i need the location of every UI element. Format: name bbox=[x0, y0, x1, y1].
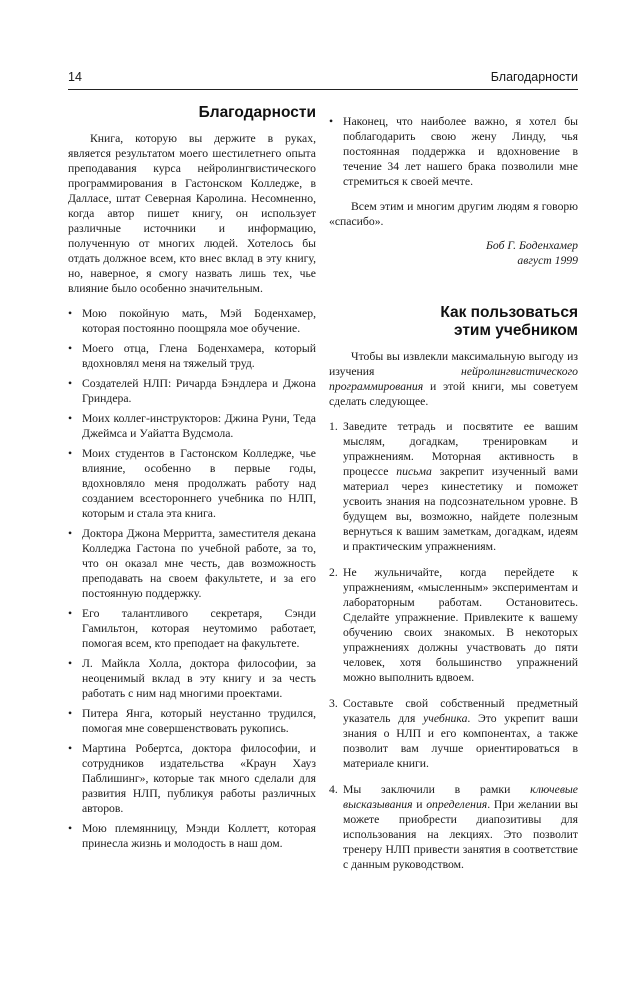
list-item: • Мою покойную мать, Мэй Боденхамер, которая постоянно поощряла мое обучение. bbox=[68, 307, 316, 335]
signature-date: август 1999 bbox=[517, 254, 578, 267]
bullet-icon: • bbox=[68, 342, 73, 355]
item-number: 4. bbox=[329, 783, 338, 796]
running-head bbox=[68, 70, 578, 84]
list-item: • Мою племянницу, Мэнди Коллетт, которая принесла жизнь и молодость в наш дом. bbox=[68, 822, 316, 850]
advice-list bbox=[329, 419, 578, 872]
list-item: 1. Заведите тетрадь и посвятите ее вашим мыслям, догадкам, тренировкам и упражнениям. Моторная активность в процессе письма закрепит изученный вами материал через кинестетику и поможет усвоить знания на подсознательном уровне. В будущем вы, возможно, найдете полезным вернуться к вашим заметкам, догадкам, идеям и практическим упражнениям. bbox=[329, 420, 578, 553]
list-item: • Мартина Робертса, доктора философии, и сотрудников издательства «Краун Хауз Паблишинг», которые так много сделали для развития НЛП, публикуя работы различных авторов. bbox=[68, 742, 316, 815]
item-number: 2. bbox=[329, 566, 338, 579]
bullet-icon: • bbox=[68, 447, 73, 460]
list-item: • Моих студентов в Гастонском Колледже, чье влияние, особенно в первые годы, вдохновляло меня продолжать работу над созданием всестороннего учебника по НЛП, которым и стала эта книга. bbox=[68, 447, 316, 520]
acknowledgement-list-continued bbox=[329, 114, 578, 189]
header-rule bbox=[68, 89, 578, 90]
right-column bbox=[329, 104, 578, 883]
acknowledgement-list bbox=[68, 306, 316, 851]
list-item: • Моего отца, Глена Боденхамера, который вдохновлял меня на тяжелый труд. bbox=[68, 342, 316, 370]
list-item: • Его талантливого секретаря, Сэнди Гамильтон, которая неутомимо работает, помогая всем, кто преподает на факультете. bbox=[68, 607, 316, 650]
bullet-icon: • bbox=[68, 607, 73, 620]
bullet-icon: • bbox=[68, 412, 73, 425]
list-item: • Моих коллег-инструкторов: Джина Руни, Теда Джеймса и Уайатта Вудсмола. bbox=[68, 412, 316, 440]
list-item: • Наконец, что наиболее важно, я хотел бы поблагодарить свою жену Линду, чья постоянная поддержка и вдохновение в течение 34 лет нашего брака позволили мне стремиться к своей мечте. bbox=[329, 115, 578, 188]
list-item: • Л. Майкла Холла, доктора философии, за неоценимый вклад в эту книгу и за честь работать с ним над многими проектами. bbox=[68, 657, 316, 700]
signature-name: Боб Г. Боденхамер bbox=[486, 239, 578, 252]
signature bbox=[329, 238, 578, 268]
intro-paragraph: Книга, которую вы держите в руках, является результатом моего шестилетнего опыта преподавания курса нейролингвистического программирования в Гастонском Колледже, в Далласе, штат Северная Каролина. Несомненно, когда автор пишет книгу, он использует различные источники и информацию, полученную от многих людей. Хотелось бы отдать должное всем, кто внес вклад в эту книгу, но, наверное, я смогу назвать лишь тех, чье влияние было особенно значительным. bbox=[68, 132, 316, 295]
left-column bbox=[68, 104, 316, 856]
bullet-icon: • bbox=[68, 377, 73, 390]
section-title-how-to-use: Как пользоваться этим учебником bbox=[440, 304, 578, 339]
bullet-icon: • bbox=[68, 657, 73, 670]
list-item: 2. Не жульничайте, когда перейдете к упражнениям, «мысленным» экспериментам и лабораторным работам. Остановитесь. Сделайте упражнение. Привлеките к вашему обучению своих знакомых. В некоторых упражнениях должны участвовать до пяти человек, хотя большинство упражнений можно выполнить вдвоем. bbox=[329, 566, 578, 684]
closing-paragraph: Всем этим и многим другим людям я говорю «спасибо». bbox=[329, 200, 578, 228]
list-item: 3. Составьте свой собственный предметный указатель для учебника. Это укрепит ваши знания о НЛП и его компонентах, а также позволит вам лучше ориентироваться в материале книги. bbox=[329, 697, 578, 770]
page-number: 14 bbox=[68, 70, 82, 84]
bullet-icon: • bbox=[68, 707, 73, 720]
list-item: • Создателей НЛП: Ричарда Бэндлера и Джона Гриндера. bbox=[68, 377, 316, 405]
bullet-icon: • bbox=[68, 527, 73, 540]
bullet-icon: • bbox=[329, 115, 334, 128]
how-to-intro-paragraph: Чтобы вы извлекли максимальную выгоду из изучения нейролингвистического программирования и этой книги, мы советуем сделать следующее. bbox=[329, 350, 578, 408]
running-title: Благодарности bbox=[490, 70, 578, 84]
list-item: 4. Мы заключили в рамки ключевые высказывания и определения. При желании вы можете приобрести диапозитивы для использования на лекциях. Это позволит тренеру НЛП привести занятия в соответствие с данным руководством. bbox=[329, 783, 578, 871]
list-item: • Питера Янга, который неустанно трудился, помогая мне совершенствовать рукопись. bbox=[68, 707, 316, 735]
item-number: 3. bbox=[329, 697, 338, 710]
section-title-acknowledgements: Благодарности bbox=[198, 104, 316, 121]
list-item: • Доктора Джона Мерритта, заместителя декана Колледжа Гастона по учебной работе, за то, что он оказал мне честь, дав возможность преподавать на своем факультете, и за его постоянную поддержку. bbox=[68, 527, 316, 600]
bullet-icon: • bbox=[68, 742, 73, 755]
item-number: 1. bbox=[329, 420, 338, 433]
bullet-icon: • bbox=[68, 307, 73, 320]
bullet-icon: • bbox=[68, 822, 73, 835]
